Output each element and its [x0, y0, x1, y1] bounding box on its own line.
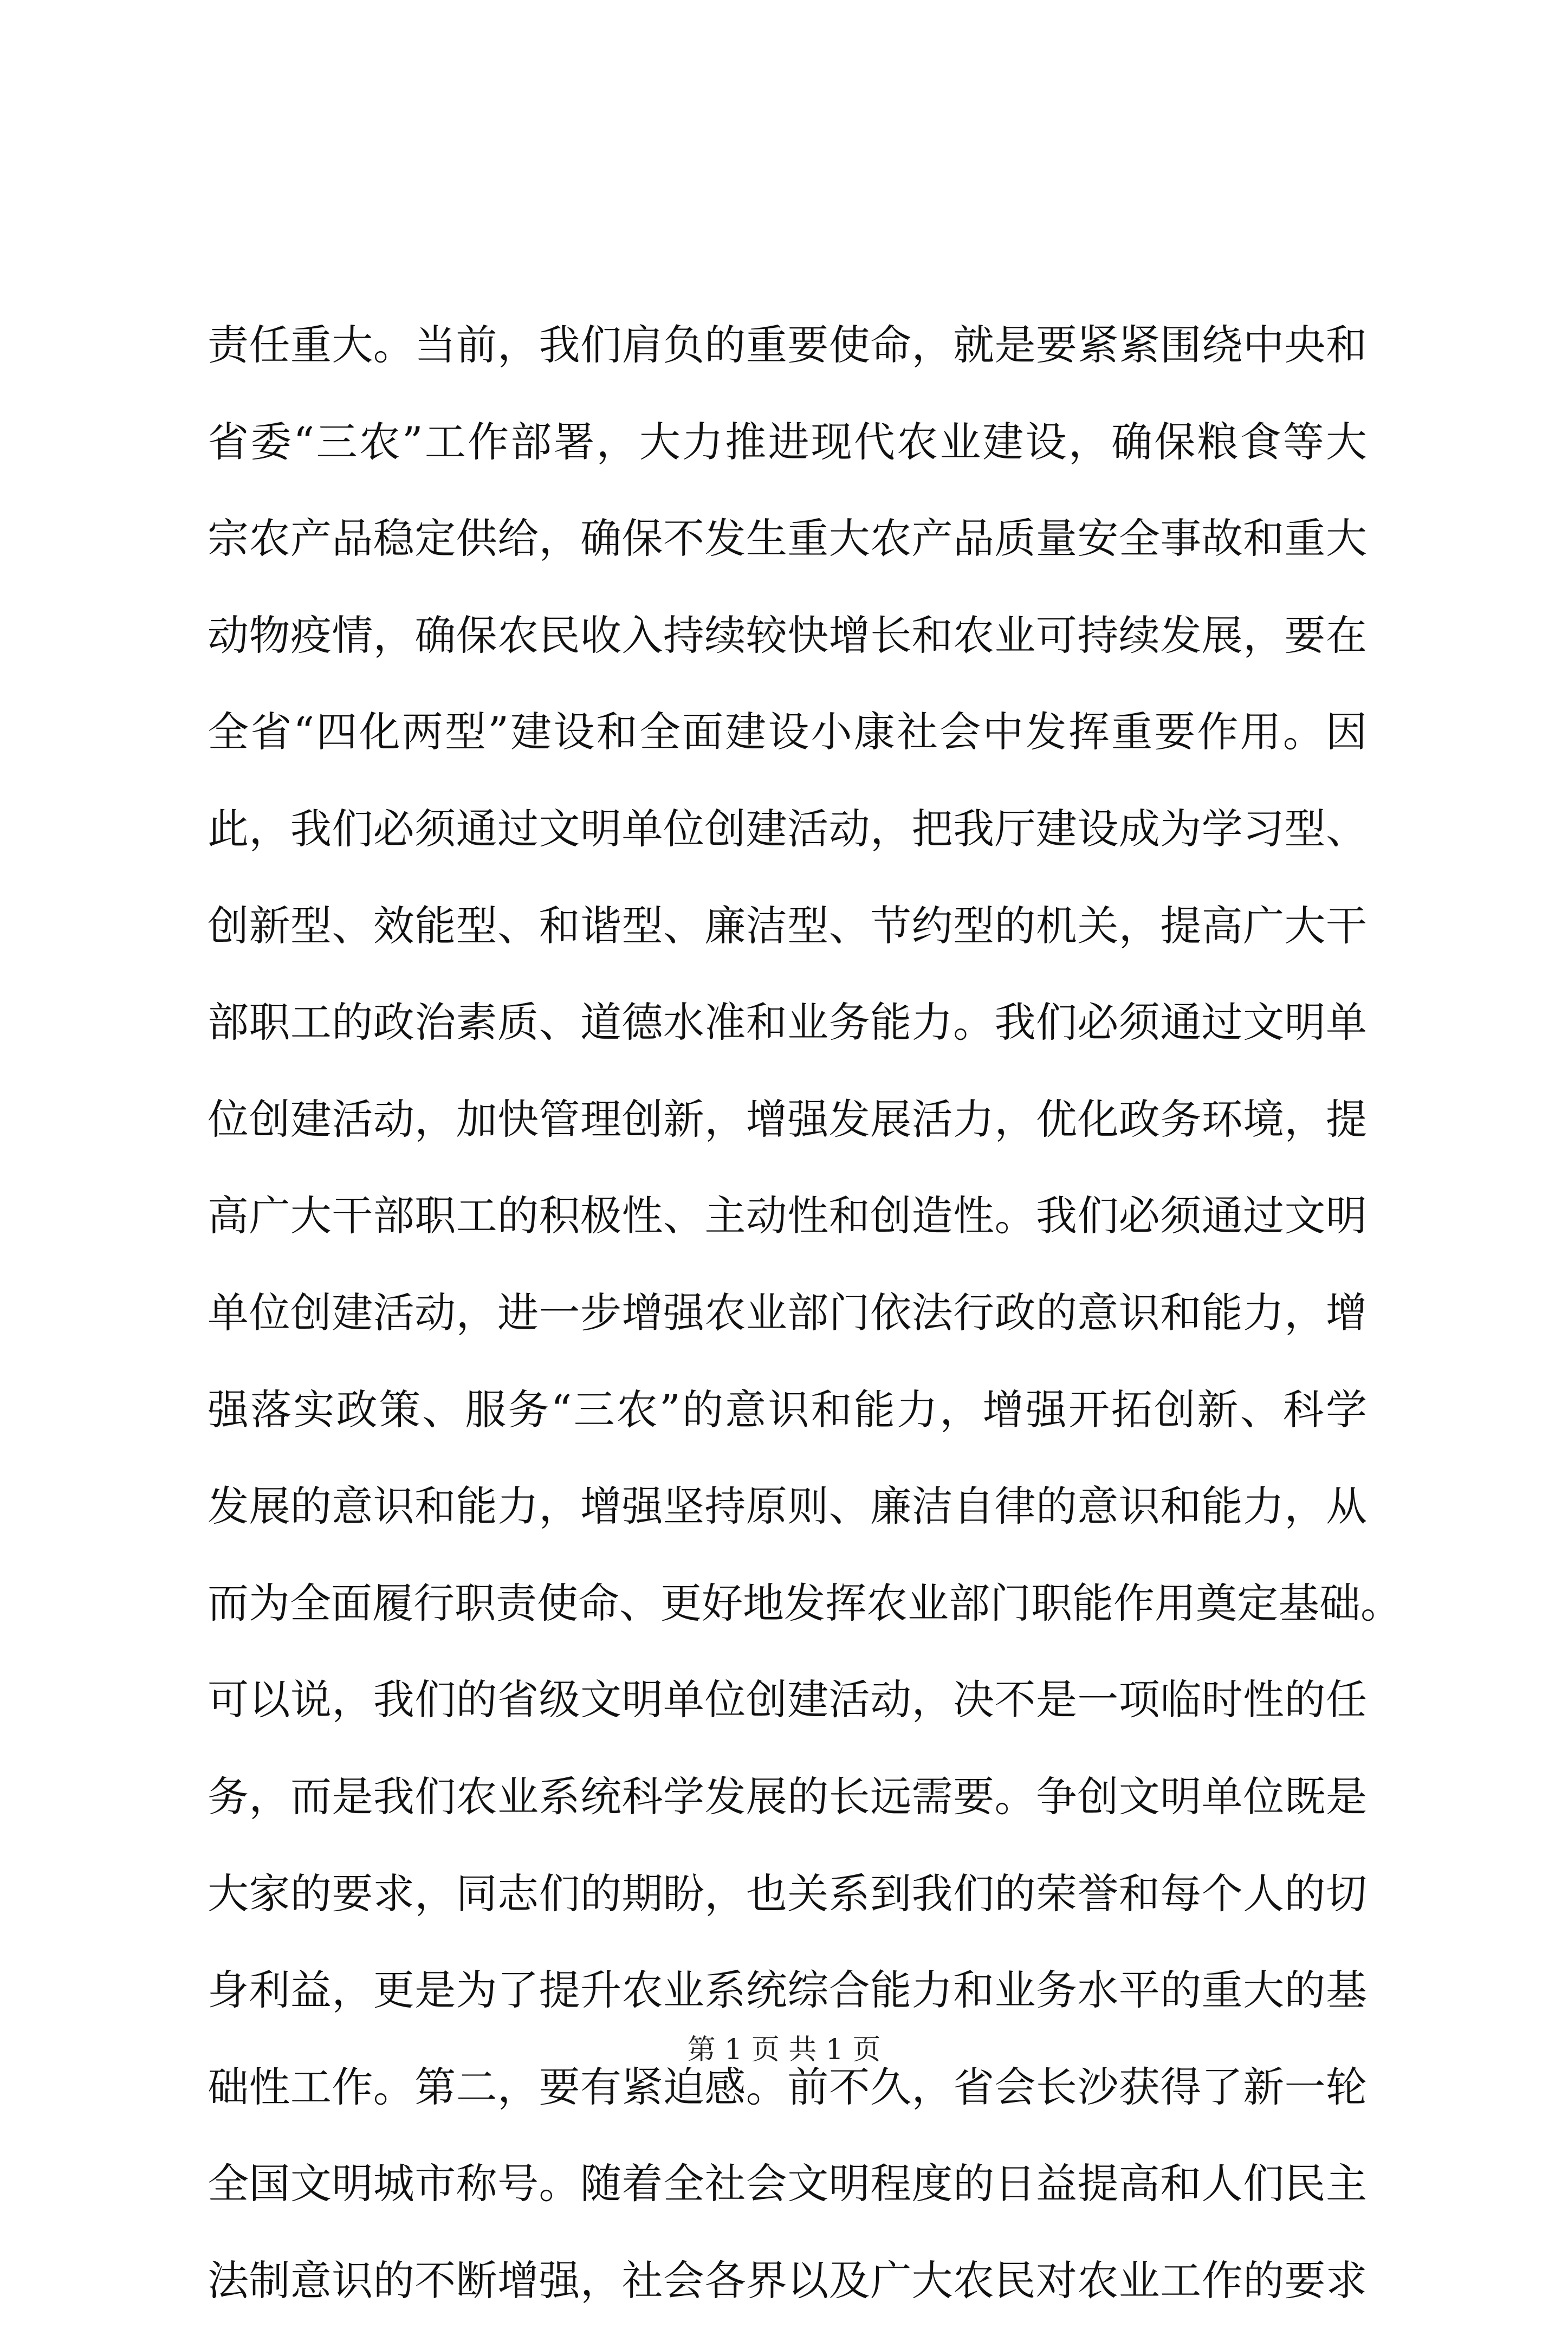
text-line: 此，我们必须通过文明单位创建活动，把我厅建设成为学习型、	[208, 804, 1367, 853]
text-line: 法制意识的不断增强，社会各界以及广大农民对农业工作的要求	[208, 2256, 1367, 2305]
text-line: 全省“四化两型”建设和全面建设小康社会中发挥重要作用。因	[208, 708, 1367, 756]
text-line: 动物疫情，确保农民收入持续较快增长和农业可持续发展，要在	[208, 611, 1367, 659]
text-line: 单位创建活动，进一步增强农业部门依法行政的意识和能力，增	[208, 1288, 1367, 1337]
text-line: 责任重大。当前，我们肩负的重要使命，就是要紧紧围绕中央和	[208, 321, 1367, 369]
page-footer	[0, 2031, 1568, 2069]
text-line: 全国文明城市称号。随着全社会文明程度的日益提高和人们民主	[208, 2159, 1367, 2208]
text-line: 务，而是我们农业系统科学发展的长远需要。争创文明单位既是	[208, 1772, 1367, 1821]
page-number: 第 1 页 共 1 页	[687, 2034, 881, 2066]
text-line: 可以说，我们的省级文明单位创建活动，决不是一项临时性的任	[208, 1675, 1367, 1724]
text-line: 身利益，更是为了提升农业系统综合能力和业务水平的重大的基	[208, 1966, 1367, 2015]
text-line: 宗农产品稳定供给，确保不发生重大农产品质量安全事故和重大	[208, 514, 1367, 563]
text-line: 而为全面履行职责使命、更好地发挥农业部门职能作用奠定基础。	[208, 1578, 1402, 1627]
body-text	[208, 297, 1402, 2329]
text-line: 位创建活动，加快管理创新，增强发展活力，优化政务环境，提	[208, 1095, 1367, 1143]
text-line: 创新型、效能型、和谐型、廉洁型、节约型的机关，提高广大干	[208, 901, 1367, 950]
text-line: 强落实政策、服务“三农”的意识和能力，增强开拓创新、科学	[208, 1385, 1367, 1434]
text-line: 高广大干部职工的积极性、主动性和创造性。我们必须通过文明	[208, 1192, 1367, 1240]
text-line: 发展的意识和能力，增强坚持原则、廉洁自律的意识和能力，从	[208, 1482, 1367, 1531]
text-line: 省委“三农”工作部署，大力推进现代农业建设，确保粮食等大	[208, 417, 1367, 466]
text-line: 础性工作。第二，要有紧迫感。前不久，省会长沙获得了新一轮	[208, 2062, 1367, 2111]
text-line: 部职工的政治素质、道德水准和业务能力。我们必须通过文明单	[208, 998, 1367, 1047]
text-line: 大家的要求，同志们的期盼，也关系到我们的荣誉和每个人的切	[208, 1869, 1367, 1918]
